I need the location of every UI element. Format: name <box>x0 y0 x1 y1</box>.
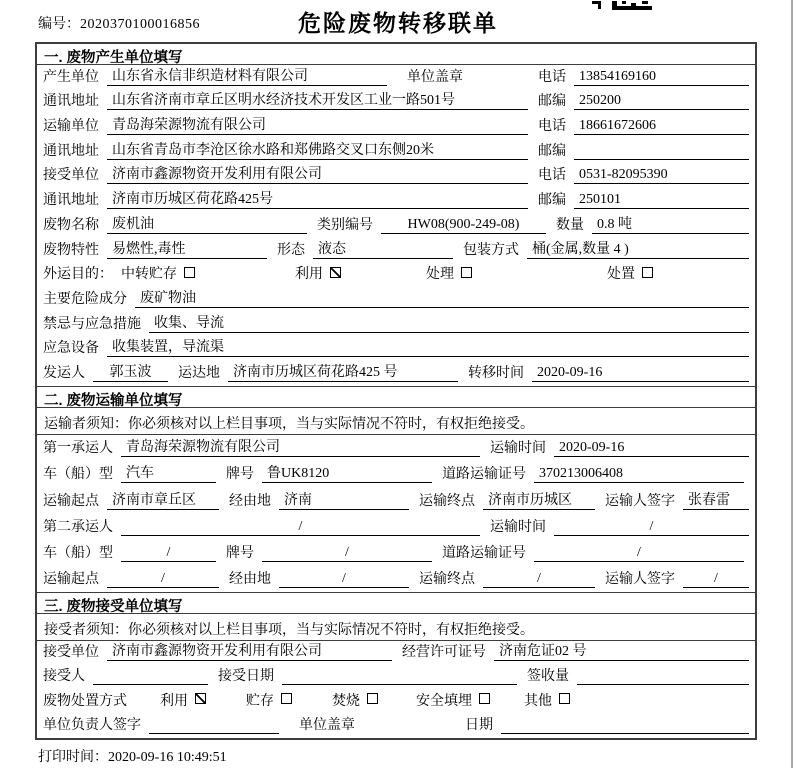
field-value: 济南市鑫源物资开发利用有限公司 <box>107 640 392 661</box>
field-label: 第一承运人 <box>43 441 113 457</box>
form-row <box>37 312 755 337</box>
field-value: 济南市历城区荷花路425号 <box>107 188 528 209</box>
field-value <box>282 668 517 685</box>
field-value: 青岛海荣源物流有限公司 <box>107 114 528 135</box>
form-row <box>37 361 755 386</box>
section-header: 二. 废物运输单位填写 <box>37 387 755 408</box>
field-label: 通讯地址 <box>43 94 99 110</box>
field-label: 牌号 <box>226 467 254 483</box>
form-row <box>37 65 755 90</box>
form-row <box>37 139 755 164</box>
section-1 <box>37 44 755 386</box>
field-value: 370213006408 <box>534 466 744 483</box>
field-value <box>149 717 279 734</box>
field-label: 转移时间 <box>468 365 524 381</box>
field-label: 接受人 <box>43 669 85 685</box>
checkbox-unchecked <box>332 690 378 710</box>
section-header: 一. 废物产生单位填写 <box>37 44 755 65</box>
field-value: / <box>121 519 480 536</box>
field-value: 鲁UK8120 <box>262 462 432 483</box>
field-label: 第二承运人 <box>43 519 113 535</box>
field-label: 签收量 <box>527 669 569 685</box>
section-3 <box>37 592 755 738</box>
field-label: 电话 <box>538 119 566 135</box>
field-label: 外运目的： <box>43 267 113 283</box>
field-label: 运输人签字 <box>605 572 675 588</box>
form-row <box>37 665 755 689</box>
field-label: 运输起点 <box>43 572 99 588</box>
field-label: 主要危险成分 <box>43 291 127 307</box>
form-row <box>37 461 755 487</box>
field-value <box>577 668 749 685</box>
field-label: 运输终点 <box>419 493 475 509</box>
field-value <box>93 668 208 685</box>
field-value: 张春雷 <box>683 489 749 510</box>
field-label: 废物特性 <box>43 242 99 258</box>
form-row <box>37 487 755 513</box>
doc-number-value: 2020370100016856 <box>80 17 200 32</box>
field-value: 济南市章丘区 <box>107 489 219 510</box>
doc-number <box>38 13 200 33</box>
field-label: 运输人签字 <box>605 493 675 509</box>
doc-number-label: 编号： <box>38 17 80 32</box>
checkbox-unchecked-icon <box>559 693 570 704</box>
field-value: 济南市历城区 <box>483 489 595 510</box>
checkbox-unchecked <box>426 263 472 283</box>
field-label: 废物处置方式 <box>43 693 127 709</box>
checkbox-unchecked <box>524 690 570 710</box>
field-value: 2020-09-16 <box>532 365 749 382</box>
checkbox-label: 其他 <box>524 693 552 709</box>
field-value: 山东省青岛市李沧区徐水路和郑佛路交叉口东侧20米 <box>107 139 528 160</box>
field-value: 济南危证02 号 <box>494 640 749 661</box>
field-value: / <box>554 519 749 536</box>
field-value: 郭玉波 <box>93 361 168 382</box>
form-row <box>37 188 755 213</box>
field-label: 接受单位 <box>43 645 99 661</box>
field-value: 250101 <box>574 192 749 209</box>
field-label: 通讯地址 <box>43 193 99 209</box>
form-row <box>37 641 755 665</box>
form-table <box>35 42 757 740</box>
field-label: 通讯地址 <box>43 143 99 159</box>
field-value: 收集装置，导流渠 <box>107 336 749 357</box>
checkbox-label: 利用 <box>295 267 323 283</box>
checkbox-checked-icon <box>195 693 206 704</box>
form-row <box>37 566 755 592</box>
section-2 <box>37 386 755 592</box>
field-value <box>574 143 749 160</box>
form-row <box>37 90 755 115</box>
form-row <box>37 287 755 312</box>
form-row <box>37 435 755 461</box>
section-header: 三. 废物接受单位填写 <box>37 593 755 614</box>
field-label: 单位负责人签字 <box>43 717 141 733</box>
field-value: 0.8 吨 <box>592 213 749 234</box>
field-value: 山东省永信非织造材料有限公司 <box>107 65 387 86</box>
print-time-value: 2020-09-16 10:49:51 <box>108 750 227 765</box>
field-value: 汽车 <box>121 462 216 483</box>
form-row <box>37 540 755 566</box>
checkbox-checked <box>295 263 341 283</box>
static-text: 单位盖章 <box>407 69 463 85</box>
field-label: 邮编 <box>538 94 566 110</box>
field-value: / <box>107 571 219 588</box>
field-value: / <box>683 571 749 588</box>
form-row <box>37 263 755 288</box>
field-value: 液态 <box>313 238 453 259</box>
field-label: 道路运输证号 <box>442 545 526 561</box>
checkbox-unchecked-icon <box>367 693 378 704</box>
field-label: 牌号 <box>226 545 254 561</box>
form-row <box>37 337 755 362</box>
field-value: 13854169160 <box>574 69 749 86</box>
checkbox-checked <box>160 690 206 710</box>
form-row <box>37 238 755 263</box>
field-label: 废物名称 <box>43 217 99 233</box>
field-value: / <box>262 545 432 562</box>
field-label: 道路运输证号 <box>442 467 526 483</box>
field-label: 包装方式 <box>463 242 519 258</box>
checkbox-unchecked-icon <box>461 267 472 278</box>
field-value: 济南市历城区荷花路425 号 <box>228 361 458 382</box>
field-value: 收集、导流 <box>149 312 749 333</box>
field-value: / <box>534 545 744 562</box>
field-value: 18661672606 <box>574 118 749 135</box>
field-value: 0531-82095390 <box>574 167 749 184</box>
field-value: 山东省济南市章丘区明水经济技术开发区工业一路501号 <box>107 89 528 110</box>
field-label: 经由地 <box>229 493 271 509</box>
field-value: HW08(900-249-08) <box>381 217 546 234</box>
checkbox-label: 利用 <box>160 693 188 709</box>
form-row <box>37 689 755 713</box>
field-label: 电话 <box>538 168 566 184</box>
checkbox-label: 处理 <box>426 267 454 283</box>
field-label: 接受单位 <box>43 168 99 184</box>
field-value <box>501 717 749 734</box>
field-value: 济南市鑫源物资开发利用有限公司 <box>107 163 528 184</box>
field-label: 形态 <box>277 242 305 258</box>
form-row <box>37 213 755 238</box>
checkbox-unchecked <box>246 690 292 710</box>
field-label: 应急设备 <box>43 341 99 357</box>
field-label: 禁忌与应急措施 <box>43 316 141 332</box>
field-label: 运达地 <box>178 365 220 381</box>
checkbox-label: 焚烧 <box>332 693 360 709</box>
print-time <box>38 746 227 766</box>
field-value: 青岛海荣源物流有限公司 <box>121 436 480 457</box>
field-label: 经营许可证号 <box>402 645 486 661</box>
field-value: / <box>279 571 409 588</box>
checkbox-unchecked <box>607 263 653 283</box>
checkbox-unchecked-icon <box>281 693 292 704</box>
field-label: 经由地 <box>229 572 271 588</box>
field-label: 接受日期 <box>218 669 274 685</box>
checkbox-unchecked-icon <box>184 267 195 278</box>
field-label: 运输时间 <box>490 519 546 535</box>
form-row <box>37 114 755 139</box>
field-value: 易燃性,毒性 <box>107 238 267 259</box>
static-text: 单位盖章 <box>299 717 355 733</box>
checkbox-label: 处置 <box>607 267 635 283</box>
scan-edge-line <box>791 0 793 768</box>
checkbox-unchecked <box>416 690 490 710</box>
print-time-label: 打印时间： <box>38 750 108 765</box>
field-value: 废机油 <box>107 213 307 234</box>
field-label: 邮编 <box>538 143 566 159</box>
field-label: 车（船）型 <box>43 467 113 483</box>
field-label: 运输终点 <box>419 572 475 588</box>
field-value: / <box>483 571 595 588</box>
checkbox-unchecked <box>121 263 195 283</box>
section-note: 运输者须知：你必须核对以上栏目事项，当与实际情况不符时，有权拒绝接受。 <box>37 408 755 435</box>
field-value: / <box>121 545 216 562</box>
field-label: 数量 <box>556 217 584 233</box>
checkbox-label: 贮存 <box>246 693 274 709</box>
field-value: 废矿物油 <box>135 287 749 308</box>
field-label: 发运人 <box>43 365 85 381</box>
field-value: 济南 <box>279 489 409 510</box>
section-note: 接受者须知：你必须核对以上栏目事项，当与实际情况不符时，有权拒绝接受。 <box>37 614 755 641</box>
field-label: 电话 <box>538 69 566 85</box>
field-label: 类别编号 <box>317 217 373 233</box>
field-label: 日期 <box>465 717 493 733</box>
form-row <box>37 714 755 738</box>
page-title: 危险废物转移联单 <box>298 10 498 36</box>
checkbox-label: 安全填埋 <box>416 693 472 709</box>
field-label: 运输单位 <box>43 119 99 135</box>
field-value: 桶(金属,数量 4 ) <box>527 238 749 259</box>
checkbox-label: 中转贮存 <box>121 267 177 283</box>
form-row <box>37 514 755 540</box>
field-label: 产生单位 <box>43 69 99 85</box>
field-label: 运输起点 <box>43 493 99 509</box>
checkbox-unchecked-icon <box>642 267 653 278</box>
form-row <box>37 164 755 189</box>
field-label: 车（船）型 <box>43 545 113 561</box>
checkbox-unchecked-icon <box>479 693 490 704</box>
checkbox-checked-icon <box>330 267 341 278</box>
qr-code-fragment-icon <box>592 0 654 16</box>
field-label: 邮编 <box>538 193 566 209</box>
field-label: 运输时间 <box>490 441 546 457</box>
field-value: 250200 <box>574 93 749 110</box>
field-value: 2020-09-16 <box>554 440 749 457</box>
